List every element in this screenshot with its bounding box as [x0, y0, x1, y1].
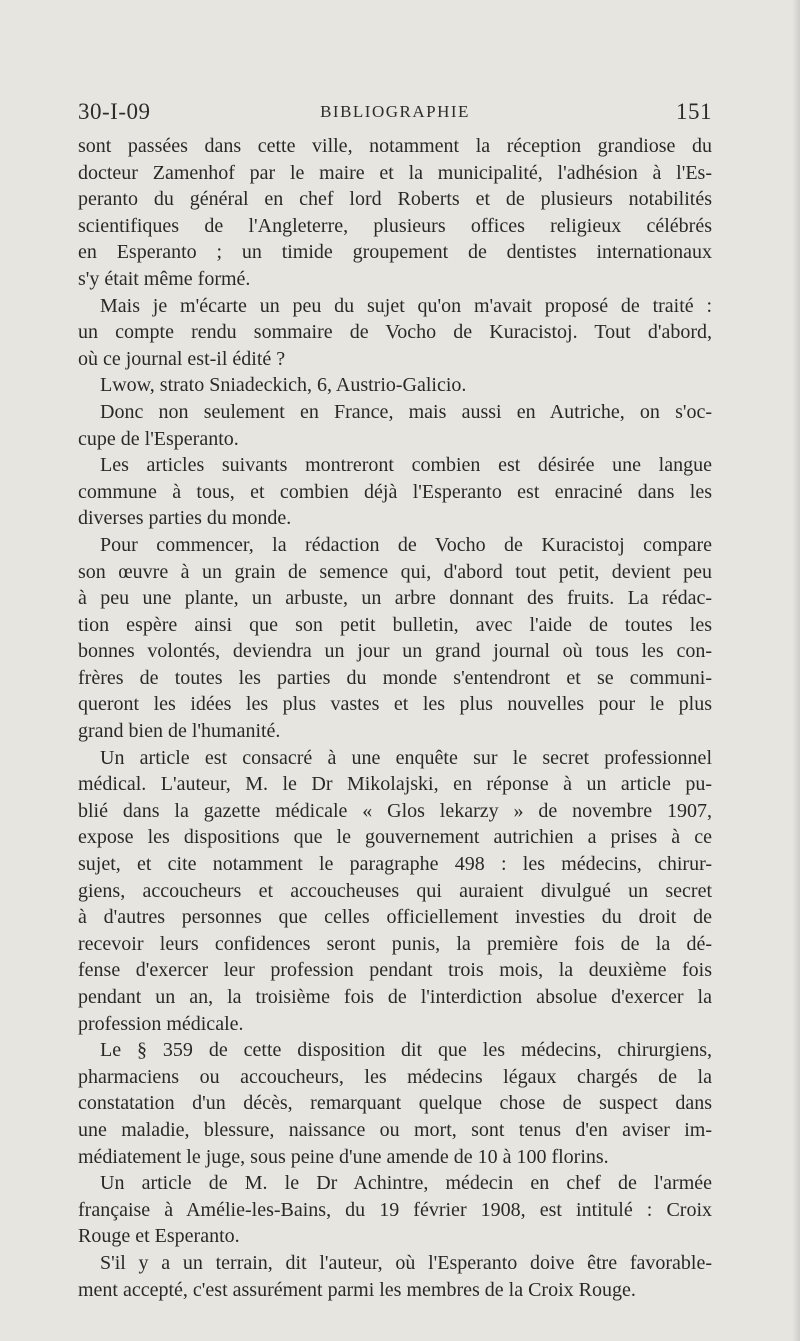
text-line: profession médicale.: [78, 1012, 244, 1035]
text-line: à d'autres personnes que celles officiellement investies du droit de: [78, 906, 712, 929]
text-line: médiatement le juge, sous peine d'une amende de 10 à 100 florins.: [78, 1145, 609, 1168]
paragraph: [78, 133, 712, 293]
text-line: Pour commencer, la rédaction de Vocho de Kuracistoj compare: [100, 533, 712, 556]
text-line: sujet, et cite notamment le paragraphe 498 : les médecins, chirur-: [78, 853, 712, 876]
text-line: Mais je m'écarte un peu du sujet qu'on m'avait proposé de traité :: [100, 294, 712, 317]
text-line: commune à tous, et combien déjà l'Esperanto est enraciné dans les: [78, 480, 712, 503]
text-line: Un article est consacré à une enquête sur le secret professionnel: [100, 746, 712, 769]
issue-date: 30-I-09: [78, 99, 151, 124]
text-line: Un article de M. le Dr Achintre, médecin en chef de l'armée: [100, 1172, 712, 1195]
paragraph: [78, 532, 712, 745]
text-line: Donc non seulement en France, mais aussi en Autriche, on s'oc-: [100, 400, 712, 423]
text-line: frères de toutes les parties du monde s'entendront et se communi-: [78, 666, 712, 689]
text-line: constatation d'un décès, remarquant quelque chose de suspect dans: [78, 1092, 712, 1115]
text-line: queront les idées les plus vastes et les plus nouvelles pour le plus: [78, 693, 712, 716]
text-line: grand bien de l'humanité.: [78, 720, 281, 743]
text-line: docteur Zamenhof par le maire et la municipalité, l'adhésion à l'Es-: [78, 161, 712, 184]
text-line: Les articles suivants montreront combien est désirée une langue: [100, 454, 712, 477]
text-line: médical. L'auteur, M. le Dr Mikolajski, en réponse à un article pu-: [78, 773, 712, 796]
paragraph: [78, 1037, 712, 1170]
page-number: 151: [676, 99, 712, 124]
text-line: pendant un an, la troisième fois de l'interdiction absolue d'exercer la: [78, 986, 712, 1008]
text-line: fense d'exercer leur profession pendant trois mois, la deuxième fois: [78, 959, 712, 982]
running-head: [78, 99, 712, 129]
paragraph: [78, 399, 712, 452]
text-line: s'y était même formé.: [78, 267, 251, 290]
text-line: bonnes volontés, deviendra un jour un grand journal où tous les con-: [78, 640, 712, 663]
section-title: BIBLIOGRAPHIE: [320, 102, 470, 121]
body-text: [78, 133, 712, 1303]
text-line: giens, accoucheurs et accoucheuses qui auraient divulgué un secret: [78, 879, 712, 902]
text-line: sont passées dans cette ville, notamment la réception grandiose du: [78, 135, 712, 157]
text-line: tion espère ainsi que son petit bulletin, avec l'aide de toutes les: [78, 613, 712, 636]
text-line: Rouge et Esperanto.: [78, 1225, 240, 1248]
text-line: une maladie, blessure, naissance ou mort, sont tenus d'en aviser im-: [78, 1118, 712, 1141]
text-line: un compte rendu sommaire de Vocho de Kuracistoj. Tout d'abord,: [78, 321, 712, 344]
text-line: expose les dispositions que le gouvernement autrichien a prises à ce: [78, 826, 712, 849]
paragraph: [78, 293, 712, 373]
text-line: blié dans la gazette médicale « Glos lekarzy » de novembre 1907,: [78, 799, 712, 822]
paragraph: [78, 452, 712, 532]
text-line: ment accepté, c'est assurément parmi les membres de la Croix Rouge.: [78, 1278, 636, 1301]
paragraph: [78, 1250, 712, 1303]
paragraph: [78, 372, 712, 399]
text-line: cupe de l'Esperanto.: [78, 427, 239, 450]
text-line: diverses parties du monde.: [78, 507, 292, 530]
text-line: son œuvre à un grain de semence qui, d'abord tout petit, devient peu: [78, 560, 712, 583]
paragraph: [78, 1170, 712, 1250]
text-line: S'il y a un terrain, dit l'auteur, où l'Esperanto doive être favorable-: [100, 1251, 712, 1274]
text-line: pharmaciens ou accoucheurs, les médecins légaux chargés de la: [78, 1065, 712, 1088]
text-line: où ce journal est-il édité ?: [78, 347, 286, 370]
text-line: scientifiques de l'Angleterre, plusieurs offices religieux célébrés: [78, 214, 712, 237]
text-line: Lwow, strato Sniadeckich, 6, Austrio-Galicio.: [100, 374, 467, 397]
text-line: française à Amélie-les-Bains, du 19 février 1908, est intitulé : Croix: [78, 1198, 712, 1221]
text-line: Le § 359 de cette disposition dit que les médecins, chirurgiens,: [100, 1039, 712, 1062]
text-line: à peu une plante, un arbuste, un arbre donnant des fruits. La rédac-: [78, 587, 712, 610]
text-line: recevoir leurs confidences seront punis, la première fois de la dé-: [78, 932, 712, 955]
paragraph: [78, 745, 712, 1038]
text-line: peranto du général en chef lord Roberts et de plusieurs notabilités: [78, 188, 712, 211]
text-line: en Esperanto ; un timide groupement de dentistes internationaux: [78, 241, 712, 264]
page-edge-shadow: [792, 0, 800, 1341]
